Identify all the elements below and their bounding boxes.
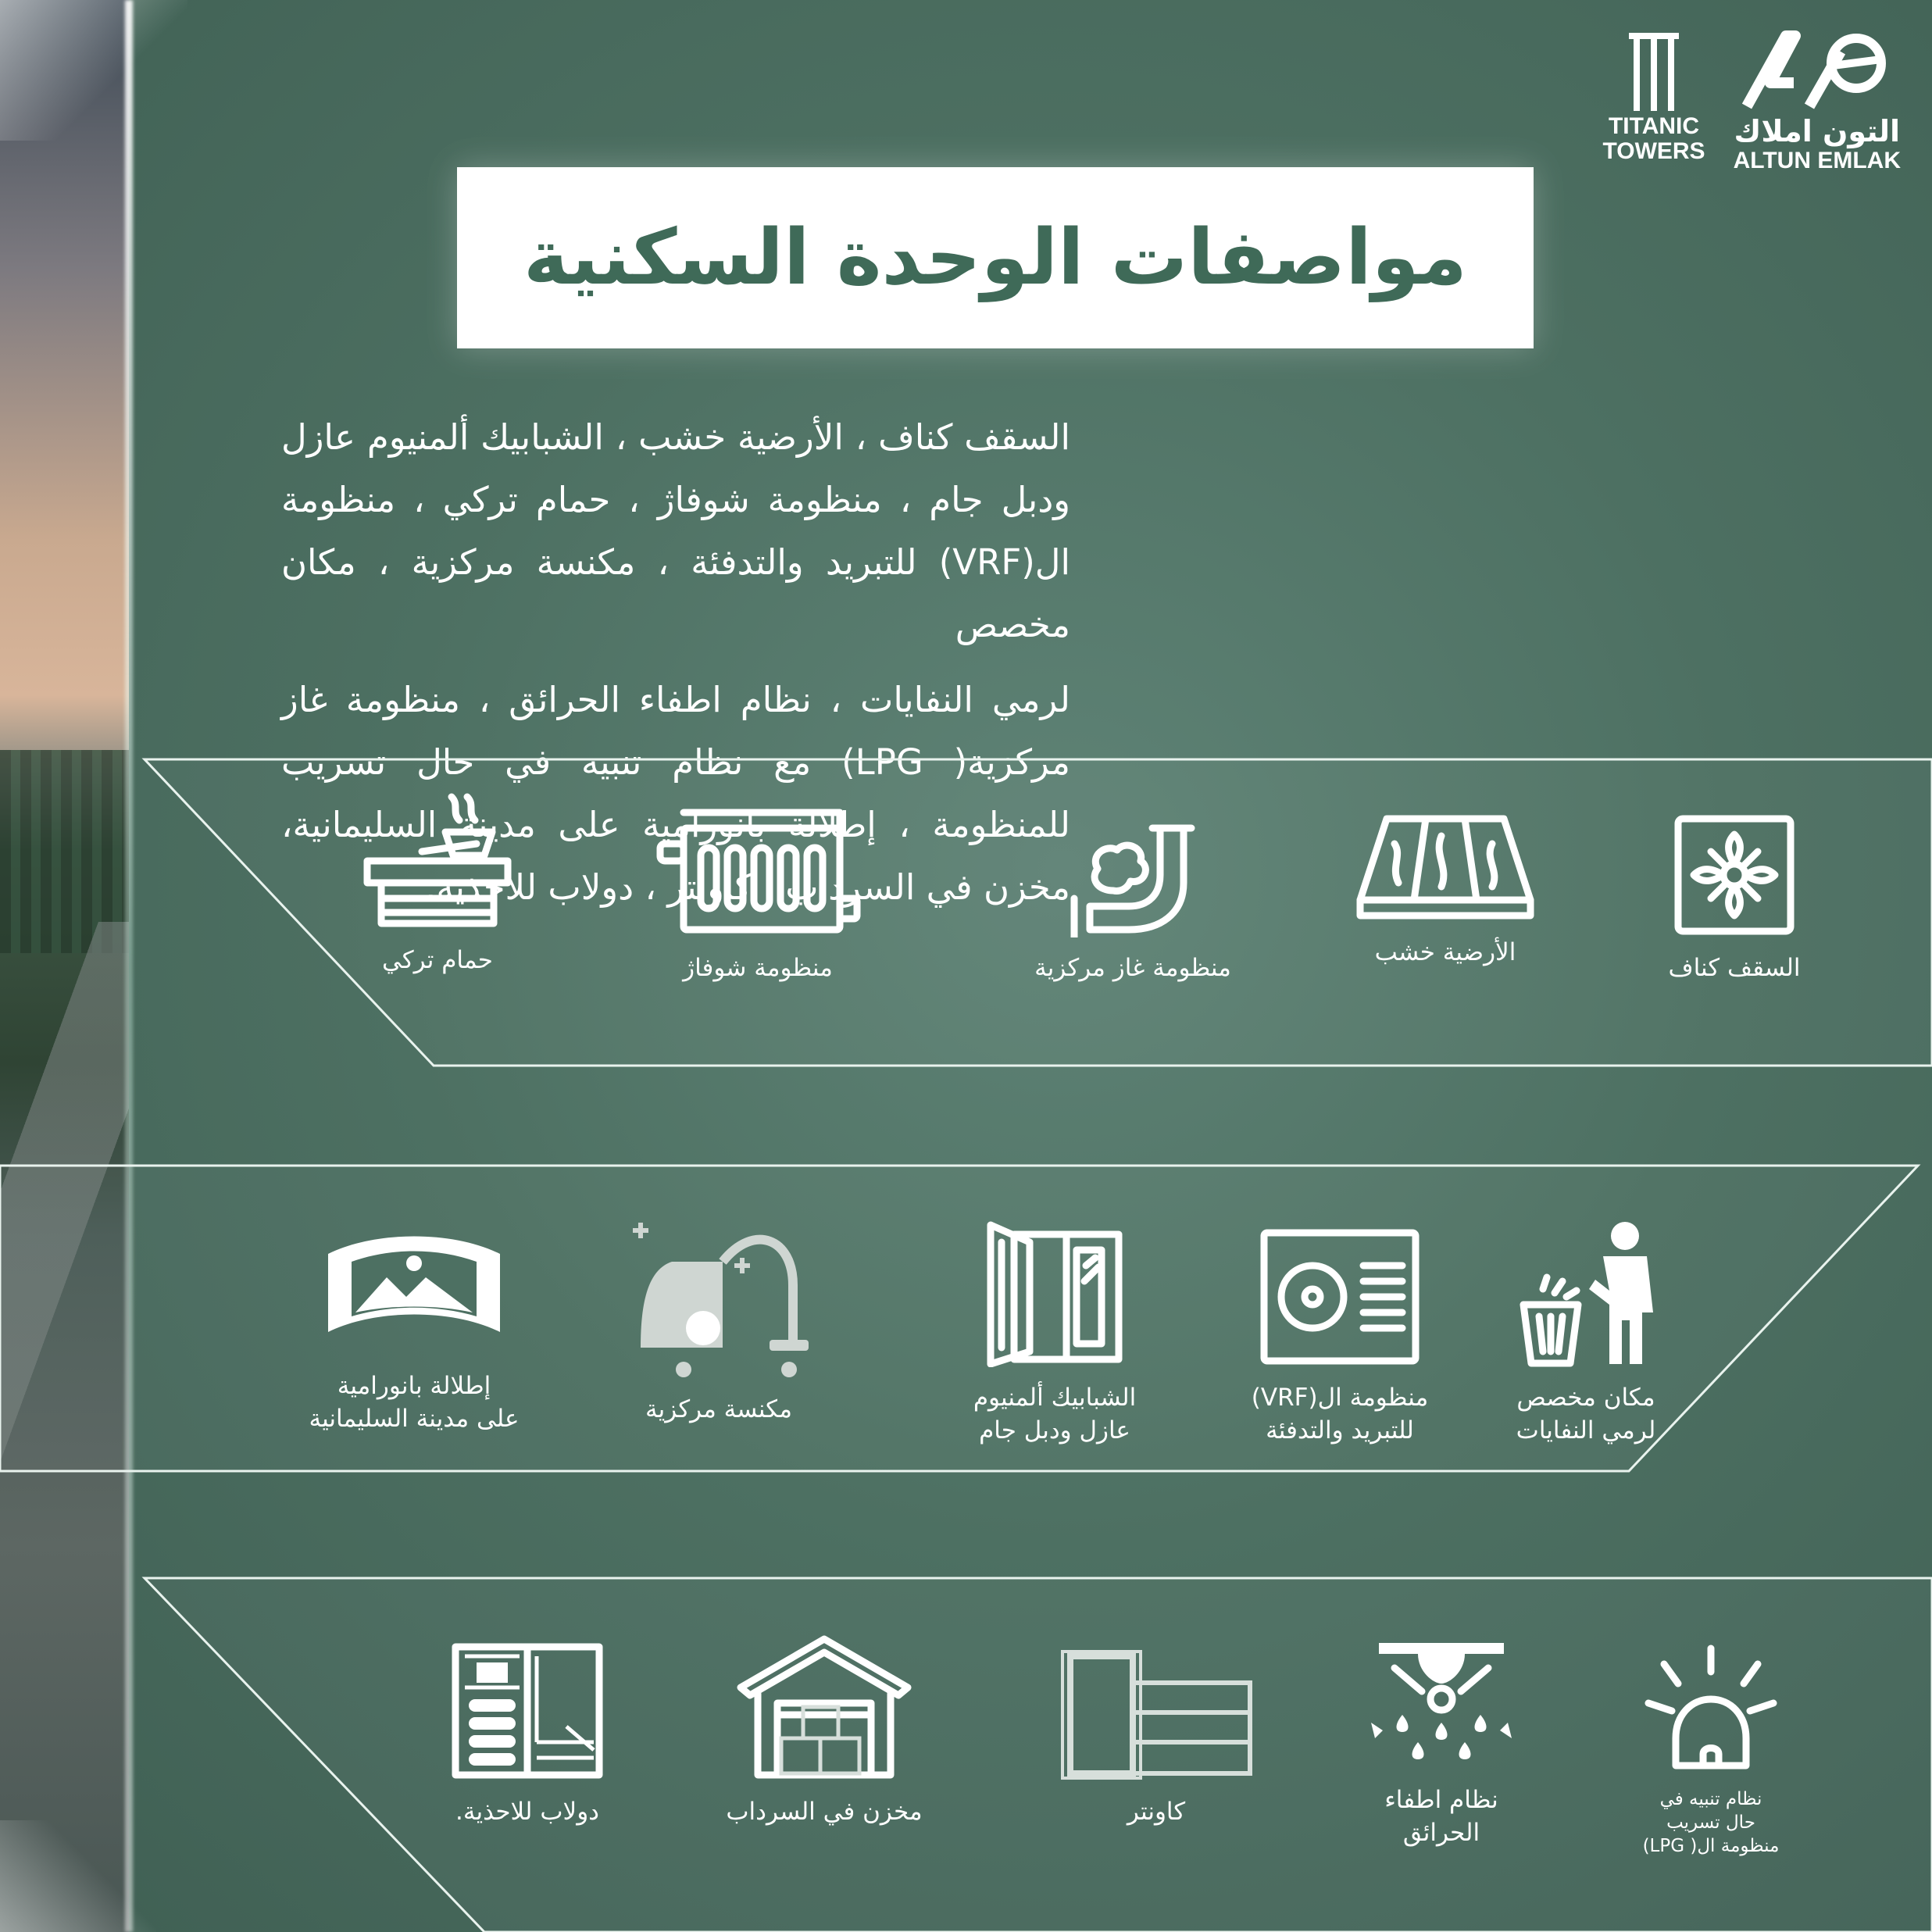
feature-turkish-bath <box>320 789 555 977</box>
altun-arabic-label: التون املاك <box>1734 114 1901 148</box>
gas-pipe-icon <box>1066 812 1199 937</box>
feature-shoe-cabinet <box>410 1641 645 1828</box>
feature-label: منظومة غاز مركزية <box>1034 954 1231 982</box>
altun-english-label: ALTUN EMLAK <box>1733 148 1901 173</box>
feature-panorama <box>297 1230 531 1435</box>
feature-fire-sprinkler <box>1324 1637 1559 1849</box>
description-paragraph-1: السقف كناف ، الأرضية خشب ، الشبابيك ألمنيوم عازل ودبل جام ، منظومة شوفاژ ، حمام تركي ، منظومة ال(VRF) للتبريد والتدفئة ، مكنسة مركزية ، مكان مخصص <box>281 416 1070 645</box>
feature-label: حمام تركي <box>382 946 493 974</box>
feature-windows <box>937 1219 1172 1447</box>
feature-label: منظومة ال(VRF) للتبريد والتدفئة <box>1251 1384 1429 1445</box>
feature-label: مكان مخصص لرمي النفايات <box>1516 1384 1656 1445</box>
feature-ceiling <box>1617 812 1852 984</box>
vacuum-icon <box>625 1215 812 1379</box>
feature-gas-alarm <box>1594 1641 1828 1858</box>
feature-label: نظام تنبيه في حال تسريب منظومة ال( LPG) <box>1642 1789 1780 1856</box>
feature-gas-system <box>1016 812 1250 984</box>
feature-label: الشبابيك ألمنيوم عازل ودبل جام <box>973 1384 1137 1445</box>
feature-label: مخزن في السرداب <box>726 1798 923 1826</box>
feature-wood-floor <box>1328 812 1562 969</box>
towers-label: TOWERS <box>1602 138 1705 164</box>
feature-label: كاونتر <box>1127 1798 1186 1826</box>
wood-floor-icon <box>1355 812 1535 922</box>
ac-unit-icon <box>1258 1227 1422 1367</box>
feature-label: السقف كناف <box>1668 954 1801 982</box>
sprinkler-icon <box>1355 1637 1527 1770</box>
trash-disposal-icon <box>1508 1219 1664 1367</box>
turkish-bath-icon <box>359 789 516 930</box>
feature-counter <box>1039 1648 1273 1828</box>
feature-vrf <box>1223 1227 1457 1447</box>
feature-vacuum <box>602 1215 836 1426</box>
feature-label: دولاب للاحذية. <box>455 1798 599 1826</box>
feature-label: الأرضية خشب <box>1374 938 1516 966</box>
feature-label: منظومة شوفاژ <box>683 954 833 982</box>
panorama-icon <box>320 1230 508 1355</box>
feature-label: مكنسة مركزية <box>645 1395 793 1423</box>
description-paragraph-2: لرمي النفايات ، نظام اطفاء الحرائق ، منظومة غاز <box>281 679 1070 720</box>
feature-trash <box>1469 1219 1703 1447</box>
ceiling-pattern-icon <box>1672 812 1797 937</box>
feature-warehouse <box>707 1633 941 1828</box>
feature-label: نظام اطفاء الحرائق <box>1384 1786 1498 1847</box>
shoe-cabinet-icon <box>449 1641 605 1781</box>
feature-radiator <box>641 805 875 984</box>
warehouse-icon <box>734 1633 914 1781</box>
gas-alarm-icon <box>1641 1641 1781 1773</box>
titanic-label: TITANIC <box>1608 113 1700 139</box>
window-icon <box>984 1219 1125 1367</box>
feature-label: إطلالة بانورامية على مدينة السليمانية <box>309 1372 520 1433</box>
page-title: مواصفات الوحدة السكنية <box>523 213 1467 302</box>
counter-icon <box>1055 1648 1258 1781</box>
radiator-icon <box>652 805 863 937</box>
